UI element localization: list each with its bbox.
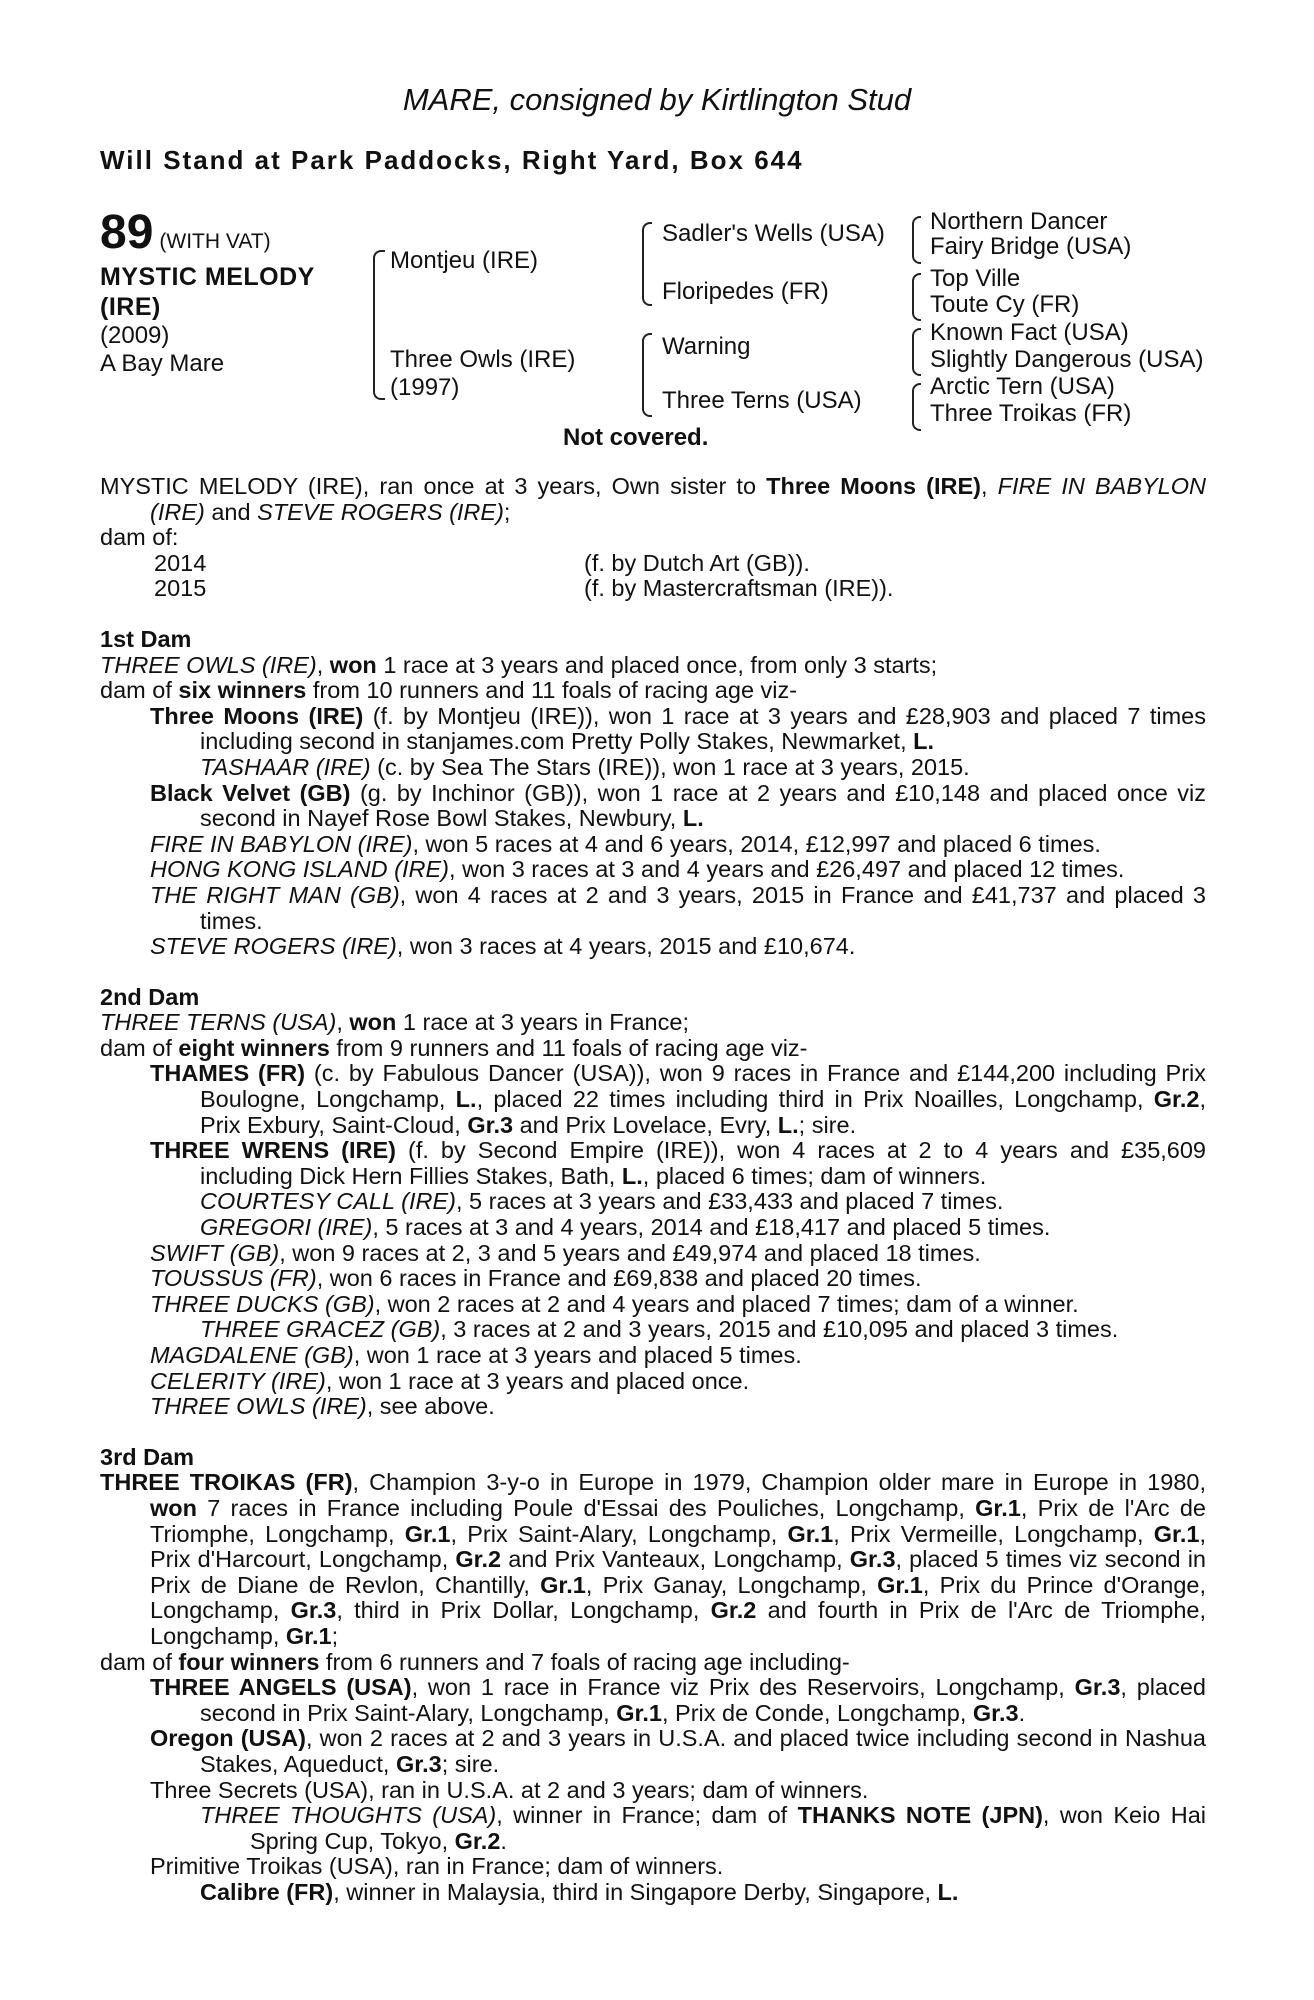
horse-name: CELERITY (IRE) [150,1367,326,1394]
produce-entry [100,1675,1206,1726]
sire-parents-brace [642,222,652,306]
dam: Three Owls (IRE) [390,346,576,373]
listed-mark: L. [621,1162,643,1189]
produce-entry [100,1138,1206,1189]
entry-text: , Prix Exbury, Saint-Cloud, [200,1086,1206,1138]
text: , Prix de l'Arc de Triomphe, Longchamp, [150,1494,1207,1547]
produce-entry [100,1880,1206,1906]
entry-text: , won 4 races at 2 and 3 years, 2015 in France and £41,737 and placed 3 times. [200,881,1206,934]
produce-entry [100,1266,1206,1292]
sss: Northern Dancer [930,208,1108,235]
covering-status: Not covered. [563,424,709,451]
second-dam-produce-summary [100,1036,1206,1062]
produce-year: 2014 [154,549,207,576]
dam-of-label: dam of: [100,524,179,551]
first-dam-produce-summary [100,678,1206,704]
produce-note: (f. by Dutch Art (GB)). [584,549,810,576]
dam-name: THREE OWLS (IRE) [100,651,317,678]
text: 1 race at 3 years in France; [396,1009,689,1036]
text: ; [331,1622,339,1649]
group-mark: Gr.1 [1153,1520,1200,1547]
group-mark: Gr.3 [972,1699,1019,1726]
listed-mark: L. [913,728,935,755]
consignor-header: MARE, consigned by Kirtlington Stud [402,82,912,117]
horse-name: STEVE ROGERS (IRE) [150,933,397,960]
text: 1 race at 3 years and placed once, from only 3 starts; [376,651,938,678]
entry-text: , won 9 races at 2, 3 and 5 years and £49,974 and placed 18 times. [279,1239,981,1266]
entry-text: and Prix Lovelace, Evry, [513,1111,778,1138]
entry-text: , placed 6 times; dam of winners. [642,1162,987,1189]
second-dam-line [100,1010,1206,1036]
text-bold: four winners [178,1648,320,1675]
produce-entry [100,857,1206,883]
entry-text: , Prix de Conde, Longchamp, [661,1699,973,1726]
produce-entry [100,1369,1206,1395]
group-mark: Gr.2 [454,1827,501,1854]
text: , Champion 3-y-o in Europe in 1979, Champion older mare in Europe in 1980, [352,1469,1206,1496]
entry-text: . [1018,1699,1026,1726]
entry-text: , won 2 races at 2 and 3 years in U.S.A. and placed twice including second in Nashua Stakes, Aqueduct, [200,1725,1206,1777]
stand-location: Will Stand at Park Paddocks, Right Yard, Box 644 [100,145,804,175]
horse-name: HONG KONG ISLAND (IRE) [150,856,450,883]
horse-name: THREE THOUGHTS (USA) [200,1802,497,1829]
entry-text: , placed 22 times including third in Prix Noailles, Longchamp, [476,1086,1154,1113]
text: and fourth in Prix de l'Arc de Triomphe, Longchamp, [150,1597,1206,1649]
entry-text: , winner in France; dam of [496,1802,798,1829]
text-bold: eight winners [178,1034,330,1061]
third-dam-heading: 3rd Dam [100,1443,195,1470]
text: , [316,651,330,678]
entry-text: , 3 races at 2 and 3 years, 2015 and £10,095 and placed 3 times. [440,1316,1119,1343]
text: dam of [100,677,179,704]
entry-text: , won 5 races at 4 and 6 years, 2014, £12,997 and placed 6 times. [412,830,1101,857]
horse-name: Black Velvet (GB) [150,779,351,806]
produce-entry [100,883,1206,934]
ssd: Fairy Bridge (USA) [930,233,1132,260]
produce-entry [100,704,1206,755]
entry-text: (f. by Second Empire (IRE)), won 4 races at 2 to 4 years and £35,609 including Dick Hern Fillies Stakes, Bath, [200,1137,1207,1189]
intro-text: MYSTIC MELODY (IRE), ran once at 3 years, Own sister to [100,473,767,499]
entry-text: , won 3 races at 4 years, 2015 and £10,674. [396,933,856,960]
entry-text: (g. by Inchinor (GB)), won 1 race at 2 years and £10,148 and placed once viz second in Nayef Rose Bowl Stakes, Newbury, [200,779,1207,832]
produce-entry [100,934,1206,960]
entry-text: (f. by Montjeu (IRE)), won 1 race at 3 years and £28,903 and placed 7 times including second in stanjames.com Pretty Polly Stakes, Newmarket, [200,702,1206,755]
group-mark: Gr.3 [467,1111,514,1138]
entry-text: , won 2 races at 2 and 4 years and placed 7 times; dam of a winner. [374,1290,1079,1317]
dam-year: (1997) [390,374,460,401]
horse-name: COURTESY CALL (IRE) [200,1188,456,1215]
horse-name-line1: MYSTIC MELODY [100,263,315,291]
produce-row [100,551,1206,577]
text: , Prix d'Harcourt, Longchamp, [150,1520,1207,1573]
entry-text: , won 1 race in France viz Prix des Reservoirs, Longchamp, [411,1674,1075,1701]
sdd: Toute Cy (FR) [930,291,1080,318]
produce-entry [100,1241,1206,1267]
text-bold: six winners [178,677,307,704]
produce-entry [100,1215,1206,1241]
entry-text: . [500,1827,507,1854]
group-mark: Gr.3 [395,1750,442,1777]
dds: Arctic Tern (USA) [930,373,1115,400]
listed-mark: L. [777,1111,799,1138]
entry-text: ; sire. [798,1111,857,1138]
group-mark: Gr.2 [1153,1086,1200,1113]
first-dam-line [100,653,1206,679]
dam-sire: Warning [662,333,751,360]
group-mark: Gr.2 [710,1597,757,1624]
foaling-year: (2009) [100,322,170,349]
entry-text: ; sire. [441,1750,500,1777]
intro-sep: , [981,473,998,499]
dam-name: THREE TROIKAS (FR) [100,1469,353,1496]
third-dam-produce-summary [100,1650,1206,1676]
entry-text: , won 1 race at 3 years and placed once. [325,1367,750,1394]
text: , placed 5 times viz second in Prix de Diane de Revlon, Chantilly, [150,1546,1206,1598]
produce-entry [100,1189,1206,1215]
entry-text: Primitive Troikas (USA), ran in France; dam of winners. [150,1853,724,1880]
text: , Prix Saint-Alary, Longchamp, [450,1520,788,1547]
produce-note: (f. by Mastercraftsman (IRE)). [584,575,894,602]
dam-parents-brace [642,333,652,417]
sds: Top Ville [930,265,1021,292]
produce-entry [100,1394,1206,1420]
entry-text: , see above. [366,1393,495,1420]
horse-description: A Bay Mare [100,350,225,377]
text-bold: won [329,651,377,678]
listed-mark: L. [937,1878,959,1905]
group-mark: Gr.2 [455,1546,502,1573]
produce-entry [100,1854,1206,1880]
horse-name: THREE GRACEZ (GB) [200,1316,441,1343]
dd-brace [912,383,921,431]
text: dam of [100,1034,179,1061]
intro-sep: and [204,498,258,525]
produce-entry [100,781,1206,832]
horse-name: Oregon (USA) [150,1725,306,1752]
intro-sibling: FIRE IN BABYLON (IRE) [150,473,1207,525]
produce-entry [100,832,1206,858]
listed-mark: L. [455,1086,477,1113]
horse-name: THREE OWLS (IRE) [150,1393,367,1420]
vat-note: (WITH VAT) [159,230,271,253]
text: and Prix Vanteaux, Longchamp, [501,1546,850,1573]
sd-brace [912,273,921,321]
horse-name: THAMES (FR) [150,1060,306,1087]
produce-entry [100,1803,1206,1854]
ss-brace [912,216,921,264]
group-mark: Gr.3 [290,1597,337,1624]
horse-name: TASHAAR (IRE) [200,753,371,780]
produce-year: 2015 [154,575,207,602]
horse-name: SWIFT (GB) [150,1239,280,1266]
group-mark: Gr.1 [404,1520,451,1547]
horse-name: FIRE IN BABYLON (IRE) [150,830,413,857]
dam-dam: Three Terns (USA) [662,387,862,414]
horse-name-line2: (IRE) [100,293,161,321]
dsd: Slightly Dangerous (USA) [930,346,1204,373]
horse-name-bold: THANKS NOTE (JPN) [797,1802,1043,1829]
intro-sibling: Three Moons (IRE) [766,473,981,499]
horse-name: THREE ANGELS (USA) [150,1674,412,1701]
horse-name: THREE WRENS (IRE) [150,1137,396,1164]
text: , third in Prix Dollar, Longchamp, [336,1597,711,1624]
produce-entry [100,1292,1206,1318]
text: , Prix Ganay, Longchamp, [585,1571,878,1598]
intro-sibling: STEVE ROGERS (IRE) [257,498,504,525]
entry-text: , 5 races at 3 and 4 years, 2014 and £18,417 and placed 5 times. [372,1214,1051,1241]
intro-paragraph [100,474,1206,525]
dam-name: THREE TERNS (USA) [100,1009,337,1036]
sire-sire: Sadler's Wells (USA) [662,220,885,247]
produce-row [100,576,1206,602]
produce-entry [100,755,1206,781]
entry-text: , 5 races at 3 years and £33,433 and placed 7 times. [455,1188,1004,1215]
produce-entry [100,1061,1206,1138]
produce-entry [100,1726,1206,1777]
group-mark: Gr.1 [285,1622,332,1649]
third-dam-paragraph [100,1470,1206,1649]
text: from 10 runners and 11 foals of racing age viz- [306,677,798,704]
text: , Prix Vermeille, Longchamp, [833,1520,1154,1547]
group-mark: Gr.1 [616,1699,662,1726]
intro-sep: ; [503,498,511,525]
produce-entry [100,1317,1206,1343]
text: from 9 runners and 11 foals of racing age viz- [329,1034,808,1061]
group-mark: Gr.3 [849,1546,896,1573]
group-mark: Gr.1 [877,1571,923,1598]
group-mark: Gr.3 [1074,1674,1121,1701]
group-mark: Gr.1 [975,1494,1021,1521]
horse-name: TOUSSUS (FR) [150,1265,317,1292]
horse-name: MAGDALENE (GB) [150,1342,354,1368]
text: , [336,1009,350,1036]
horse-name: Calibre (FR) [200,1878,334,1905]
group-mark: Gr.1 [540,1571,586,1598]
entry-text: , won 1 race at 3 years and placed 5 times. [353,1342,802,1368]
group-mark: Gr.1 [787,1520,834,1547]
text: , Prix du Prince d'Orange, Longchamp, [150,1571,1206,1624]
second-dam-heading: 2nd Dam [100,983,200,1010]
lot-summary [100,208,315,378]
sire: Montjeu (IRE) [390,247,539,274]
ddd: Three Troikas (FR) [930,400,1132,427]
first-dam-heading: 1st Dam [100,625,192,652]
entry-text: , won 6 races in France and £69,838 and placed 20 times. [316,1265,922,1292]
entry-text: , winner in Malaysia, third in Singapore Derby, Singapore, [333,1878,938,1905]
text-bold: won [150,1494,197,1521]
text: 7 races in France including Poule d'Essai des Pouliches, Longchamp, [197,1494,976,1521]
text-bold: won [349,1009,397,1036]
produce-entry [100,1343,1206,1369]
lot-number: 89 [100,206,154,259]
entry-text: (c. by Sea The Stars (IRE)), won 1 race at 3 years, 2015. [370,753,970,780]
horse-name: GREGORI (IRE) [200,1214,373,1241]
text: from 6 runners and 7 foals of racing age including- [319,1648,850,1675]
text: dam of [100,1648,179,1675]
entry-text: Three Secrets (USA), ran in U.S.A. at 2 and 3 years; dam of winners. [150,1776,869,1803]
ds-brace [912,328,921,376]
horse-name: THE RIGHT MAN (GB) [150,881,400,908]
horse-name [100,262,315,322]
entry-text: , placed second in Prix Saint-Alary, Longchamp, [200,1674,1206,1726]
horse-name: Three Moons (IRE) [150,702,364,729]
entry-text: , won 3 races at 3 and 4 years and £26,497 and placed 12 times. [449,856,1125,883]
dss: Known Fact (USA) [930,319,1129,346]
sire-dam: Floripedes (FR) [662,278,829,305]
entry-text: (c. by Fabulous Dancer (USA)), won 9 races in France and £144,200 including Prix Boulogne, Longchamp, [200,1060,1206,1113]
sire-dam-brace [373,250,385,400]
entry-text: , won Keio Hai Spring Cup, Tokyo, [250,1802,1207,1854]
horse-name: THREE DUCKS (GB) [150,1290,375,1317]
listed-mark: L. [682,805,704,832]
catalogue-body [100,474,1206,1905]
produce-entry [100,1778,1206,1804]
